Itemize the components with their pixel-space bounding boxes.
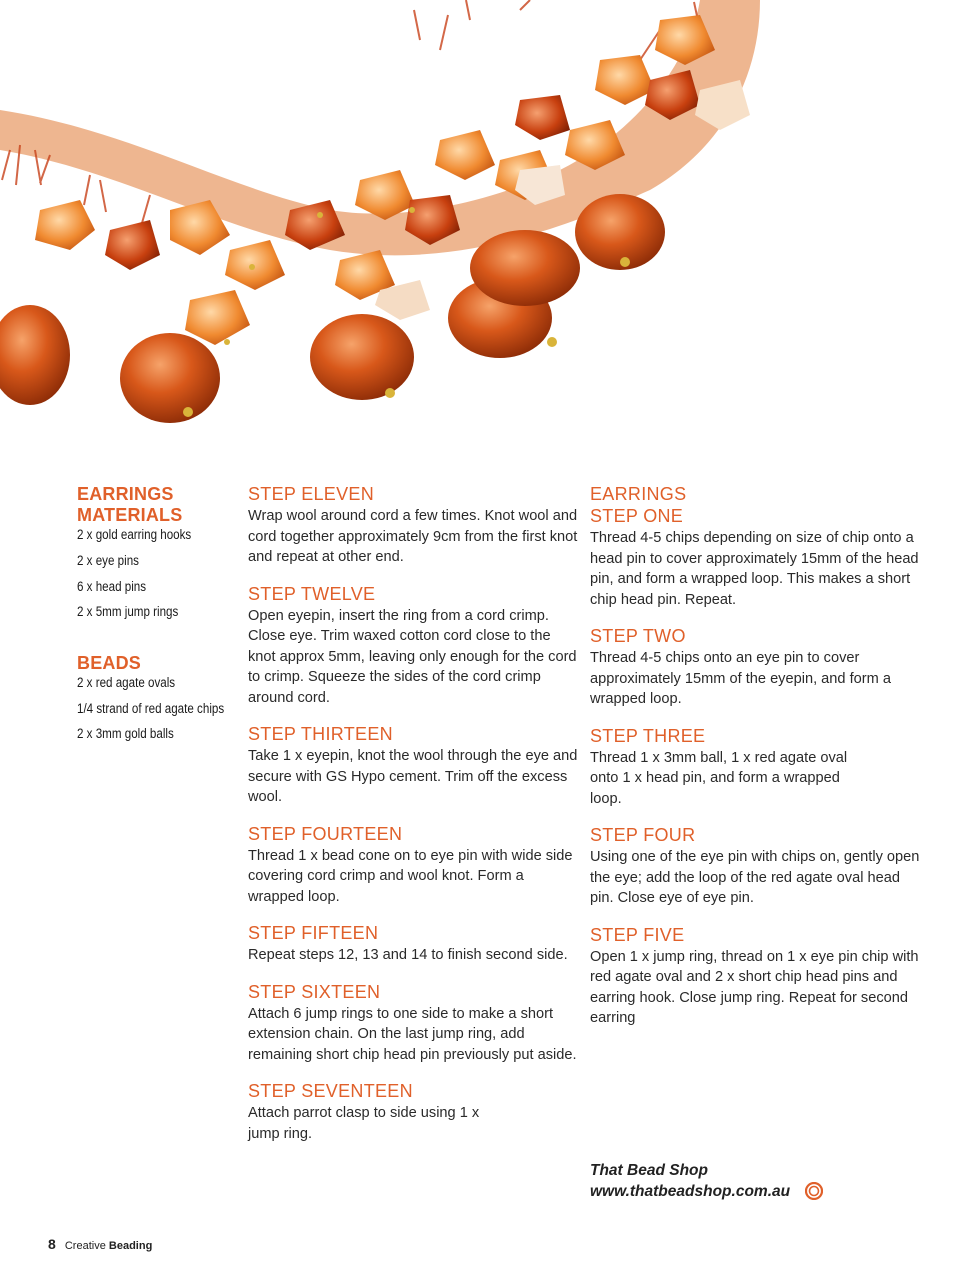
- step-text: Repeat steps 12, 13 and 14 to finish second side.: [248, 947, 568, 963]
- bead-item: 2 x red agate ovals: [77, 674, 176, 690]
- necklace-steps-column: [248, 484, 578, 1160]
- step-title: STEP ONE: [590, 506, 684, 526]
- step-two: [590, 626, 920, 710]
- shop-name: That Bead Shop: [590, 1162, 708, 1179]
- necklace-illustration: [0, 0, 974, 440]
- step-one: [590, 506, 920, 610]
- bead-item: 2 x 3mm gold balls: [77, 726, 174, 741]
- earrings-heading: EARRINGS: [590, 484, 687, 504]
- step-title: STEP FOURTEEN: [248, 823, 403, 844]
- step-text: Open eyepin, insert the ring from a cord crimp. Close eye. Trim waxed cotton cord close to the knot approx 5mm, leaving only enough for the cord to crimp. Squeeze the sides of the cord crimp around cord.: [248, 607, 577, 706]
- step-text: Thread 1 x bead cone on to eye pin with wide side covering cord crimp and wool knot. Form a wrapped loop.: [248, 847, 573, 905]
- step-text: Thread 1 x 3mm ball, 1 x red agate oval onto 1 x head pin, and form a wrapped loop.: [590, 749, 848, 807]
- step-fifteen: [248, 923, 578, 966]
- step-text: Using one of the eye pin with chips on, gently open the eye; add the loop of the red agate oval head pin. Close eye of eye pin.: [590, 849, 920, 906]
- step-text: Thread 4-5 chips depending on size of chip onto a head pin to cover approximately 15mm of the head pin, and form a wrapped loop. This makes a short chip head pin. Repeat.: [590, 530, 919, 608]
- step-five: [590, 925, 920, 1029]
- step-seventeen: [248, 1081, 578, 1144]
- step-title: STEP FOUR: [590, 825, 696, 845]
- beads-list: [77, 674, 237, 747]
- materials-heading-line1: EARRINGS: [77, 484, 174, 504]
- step-sixteen: [248, 982, 578, 1066]
- step-fourteen: [248, 824, 578, 908]
- materials-list: [77, 526, 237, 625]
- swirl-logo-icon: [805, 1182, 823, 1200]
- step-text: Open 1 x jump ring, thread on 1 x eye pin chip with red agate oval and 2 x short chip head pins and earring hook. Close jump ring. Repeat for second earring: [590, 948, 919, 1026]
- step-text: Wrap wool around cord a few times. Knot wool and cord together approximately 9cm from the first knot and repeat at other end.: [248, 508, 578, 565]
- step-eleven: [248, 484, 578, 568]
- step-title: STEP THREE: [590, 725, 706, 746]
- shop-url[interactable]: www.thatbeadshop.com.au: [590, 1183, 791, 1200]
- necklace-photo: [0, 0, 974, 440]
- step-text: Take 1 x eyepin, knot the wool through the eye and secure with GS Hypo cement. Trim off the excess wool.: [248, 748, 578, 805]
- step-title: STEP SEVENTEEN: [248, 1081, 413, 1101]
- magazine-name-bold: Beading: [108, 1240, 153, 1252]
- beads-heading: BEADS: [77, 652, 142, 673]
- step-text: Attach parrot clasp to side using 1 x jump ring.: [248, 1105, 480, 1142]
- step-title: STEP TWELVE: [248, 583, 376, 604]
- step-text: Attach 6 jump rings to one side to make a short extension chain. On the last jump ring, add remaining short chip head pin previously put aside.: [248, 1005, 577, 1063]
- step-title: STEP FIVE: [590, 924, 685, 945]
- step-three: [590, 726, 920, 810]
- step-title: STEP THIRTEEN: [248, 724, 393, 744]
- step-title: STEP FIFTEEN: [248, 923, 379, 943]
- materials-column: [77, 484, 237, 747]
- material-item: 6 x head pins: [77, 578, 147, 594]
- materials-heading-line2: MATERIALS: [77, 505, 183, 525]
- earring-steps-column: [590, 484, 920, 1045]
- material-item: 2 x gold earring hooks: [77, 527, 192, 542]
- step-four: [590, 825, 920, 909]
- step-thirteen: [248, 724, 578, 808]
- page-footer: [48, 1236, 152, 1252]
- step-title: STEP SIXTEEN: [248, 981, 381, 1002]
- magazine-name-prefix: Creative: [64, 1240, 106, 1252]
- step-twelve: [248, 584, 578, 709]
- step-title: STEP TWO: [590, 626, 686, 646]
- material-item: 2 x eye pins: [77, 553, 139, 568]
- bead-item: 1/4 strand of red agate chips: [77, 700, 225, 716]
- material-item: 2 x 5mm jump rings: [77, 604, 179, 619]
- page-number: 8: [48, 1236, 56, 1252]
- step-title: STEP ELEVEN: [248, 484, 375, 504]
- step-text: Thread 4-5 chips onto an eye pin to cover approximately 15mm of the eyepin, and form a wrapped loop.: [590, 650, 891, 707]
